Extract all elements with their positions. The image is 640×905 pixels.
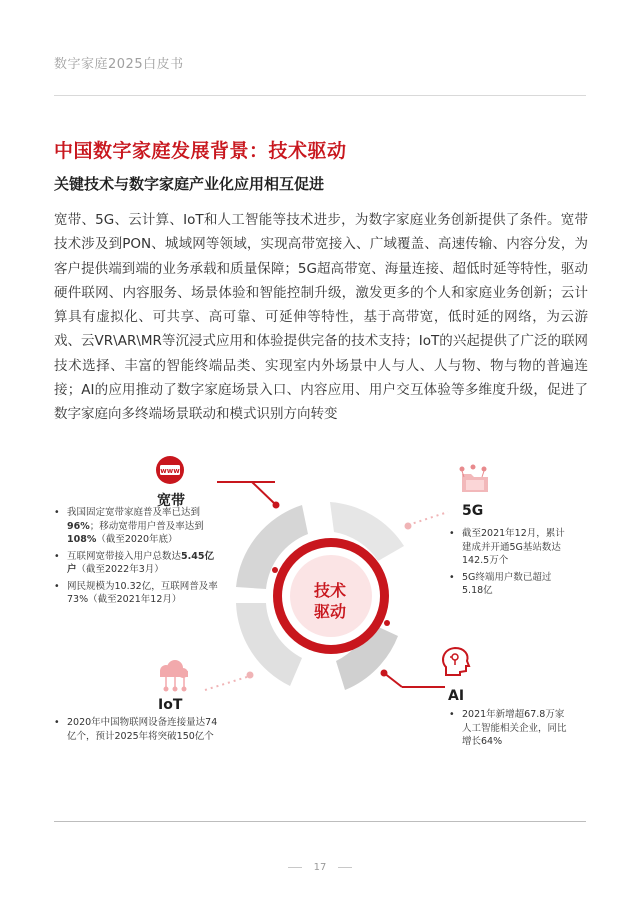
- ring-dot-2: [384, 620, 390, 626]
- 5g-title: 5G: [462, 503, 484, 519]
- tech-driver-diagram: [0, 440, 640, 820]
- 5g-item-2: • 5G终端用户数已超过5.18亿: [449, 571, 569, 598]
- connector-iot-dot: [247, 672, 254, 679]
- www-globe-icon: [156, 456, 184, 484]
- ring-dot-1: [272, 567, 278, 573]
- broadband-item-3: • 网民规模为10.32亿，互联网普及率73%（截至2021年12月）: [54, 580, 222, 607]
- center-label-line1: 技术: [313, 581, 346, 600]
- connector-broadband-dot: [273, 502, 280, 509]
- connector-5g: [408, 512, 448, 525]
- section-title: 中国数字家庭发展背景：技术驱动: [54, 140, 347, 162]
- cloud-network-icon: [160, 660, 188, 692]
- body-paragraph: 宽带、5G、云计算、IoT和人工智能等技术进步，为数字家庭业务创新提供了条件。宽带技术涉及到PON、城域网等领域，实现高带宽接入、广域覆盖、高速传输、内容分发，为客户提供端到端的业务承载和质量保障；5G超高带宽、海量连接、超低时延等特性，驱动硬件联网、内容服务、场景体验和智能控制升级，激发更多的个人和家庭业务创新；云计算具有虚拟化、可共享、高可靠、可延伸等特性，基于高带宽，低时延的网络，为云游戏、云VR\AR\MR等沉浸式应用和体验提供完备的技术支持；IoT的兴起提供了广泛的联网技术选择、丰富的智能终端品类、实现室内外场景中人与人、人与物、物与物的普遍连接；AI的应用推动了数字家庭场景入口、内容应用、用户交互体验等多维度升级，促进了数字家庭向多终端场景联动和模式识别方向转变: [54, 212, 588, 423]
- page-number-value: 17: [313, 862, 327, 873]
- connector-iot: [205, 676, 250, 690]
- center-label: [300, 580, 360, 622]
- iot-title: IoT: [158, 697, 183, 713]
- broadband-list: [54, 506, 222, 610]
- diagram-graphics: [0, 440, 640, 820]
- ai-title: AI: [448, 688, 465, 704]
- page-number: [0, 862, 640, 873]
- 5g-item-1: • 截至2021年12月，累计建成并开通5G基站数达142.5万个: [449, 527, 569, 568]
- folder-network-icon: [460, 465, 489, 493]
- connector-broadband: [217, 482, 276, 505]
- center-label-line2: 驱动: [313, 602, 346, 621]
- broadband-item-1: • 我国固定宽带家庭普及率已达到96%；移动宽带用户普及率达到108%（截至2020年底）: [54, 506, 222, 547]
- document-header-title: 数字家庭2025白皮书: [54, 57, 184, 72]
- svg-text:www: www: [160, 467, 180, 475]
- ai-head-icon: [443, 648, 469, 675]
- header-divider: [54, 95, 586, 96]
- page-number-dash-left: [288, 867, 302, 868]
- ai-list: [449, 708, 567, 752]
- section-subtitle: 关键技术与数字家庭产业化应用相互促进: [54, 175, 325, 193]
- ai-item-1: • 2021年新增超67.8万家人工智能相关企业，同比增长64%: [449, 708, 567, 749]
- page-number-dash-right: [338, 867, 352, 868]
- footer-divider: [54, 821, 586, 822]
- connector-5g-dot: [405, 523, 412, 530]
- 5g-list: [449, 527, 569, 601]
- connector-ai-dot: [381, 670, 388, 677]
- iot-item-1: • 2020年中国物联网设备连接量达74亿个，预计2025年将突破150亿个: [54, 716, 224, 743]
- connector-ai: [384, 673, 445, 687]
- broadband-item-2: • 互联网宽带接入用户总数达5.45亿户（截至2022年3月）: [54, 550, 222, 577]
- iot-list: [54, 716, 224, 746]
- broadband-title: 宽带: [157, 493, 185, 509]
